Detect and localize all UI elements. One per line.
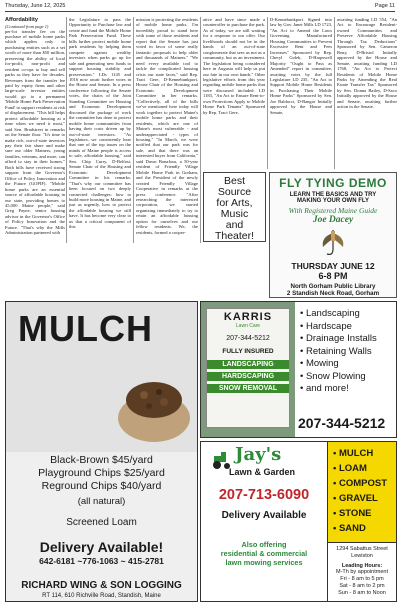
karris-service-item: • Landscaping [300, 308, 360, 319]
column-rule [66, 17, 67, 243]
jays-hours-title: Leading Hours: [341, 562, 383, 569]
mulch-delivery: Delivery Available! [39, 539, 164, 555]
karris-sign-phone: 207-344-5212 [226, 335, 270, 342]
jays-also-2: residential & commercial [220, 549, 308, 558]
karris-phone: 207-344-5212 [298, 415, 386, 431]
fly-venue: North Gorham Public Library [290, 283, 376, 290]
ad-line: Best [223, 175, 245, 187]
karris-logo-name: KARRIS [223, 311, 273, 323]
ad-line: for Arts, [216, 197, 253, 209]
karris-service-item: • Mowing [300, 358, 339, 369]
jays-product-item: • MULCH [333, 448, 374, 459]
truck-photo [201, 302, 295, 437]
mulch-address: RT 114, 610 Richville Road, Standish, Maine [42, 593, 161, 599]
article-subtitle: (Continued from page 1) [5, 23, 49, 29]
karris-logo-sub: Lawn Care [235, 323, 261, 329]
fishing-fly-icon [313, 227, 353, 259]
jays-product-item: • GRAVEL [333, 493, 378, 504]
karris-services-list [300, 308, 377, 396]
fly-address: 2 Standish Neck Road, Gorham [286, 290, 380, 297]
column-rule [267, 17, 268, 169]
karris-sign-snow: SNOW REMOVAL [207, 384, 289, 393]
fly-tying-demo-ad [269, 172, 397, 298]
jays-products-list [333, 446, 396, 536]
mulch-natural-note: (all natural) [77, 496, 126, 507]
jays-product-item: • COMPOST [333, 478, 387, 489]
page-number: Page 11 [374, 3, 395, 9]
article-column-3 [136, 17, 198, 242]
jays-address-city: Lewiston [351, 552, 373, 559]
article-column-5 [270, 17, 332, 169]
mulch-hands-photo [114, 340, 194, 450]
article-column-1 [5, 17, 65, 242]
fly-date: THURSDAY JUNE 12 [291, 261, 375, 271]
ad-line: Theater! [214, 230, 255, 242]
fly-guide-label: With Registered Maine Guide [288, 206, 378, 215]
article-column-6 [337, 17, 397, 169]
karris-service-item: • Snow Plowing [300, 370, 366, 382]
jays-subtitle: Lawn & Garden [229, 467, 296, 477]
column-rule [200, 17, 201, 243]
jays-address-street: 1294 Sabattus Street [336, 546, 388, 552]
article-text-3: mission is protecting the residents of mobile home parks. I'm incredibly proud to stand here with some of those residents and report that the Senate has just voted in favor of some really fantastic proposals to help older and thousands of Mainers." "We need every available tool to tackle the complicated housing crisis our state faces," said Rep. Traci Gere, D-Kennebunkport, House Chair of the Housing and Economic Development Committee in her remarks. "Collectively, all of the bills we've mentioned here today will work together to protect Maine's mobile home parks and their residents, which are one of Maine's most vulnerable - and underappreciated - types of housing." "In March, we were notified that our park was for sale, and that there was an interested buyer from California," said Dawn Bonafous, a 50-year resident of Friendly Village Mobile Home Park in Gorham, and the President of the newly created Friendly Village Cooperative in remarks at the press conference. "After researching the interested corporation, we started organizing immediately to try to retain an affordable housing option for ourselves and our fellow residents. We, the residents, formed a cooper- [136, 17, 198, 235]
column-rule [334, 17, 335, 169]
karris-sign-hardscaping: HARDSCAPING [207, 372, 289, 381]
jays-hours-item: Sun - 8 am to Noon [338, 589, 386, 596]
article-text-6: awaiting funding LD 554, "An Act to Encourage Resident-owned Communities and Preserve Affordable Housing Through Tax Deductions" Sponsored by Sen. Cameron Reny, D-Bristol Initially approved by the House and Senate, awaiting funding LD 1768, "An Act to Protect Residents of Mobile Home Parks by Amending the Real Estate Transfer Tax" Sponsored by Sen. Donna Bailey, D-Saco Initially approved by the House and Senate, awaiting further action in the Senate. [337, 17, 397, 110]
article-text-4: ative and have since made a counteroffer to purchase the park. As of today, we are still waiting for a response to our offer. Our livelihoods should not be in the hands of an out-of-state conglomerate that sees us not as a community, but as an investment. The legislation being considered here in Augusta will help us put our fate in our own hands." Other legislative efforts from this year regarding mobile home parks that were discussed included: LD 1183, "An Act to Ensure Rent-to-own Protections Apply to Mobile Home Park Tenants" Sponsored by Rep. Traci Gere, [203, 17, 265, 115]
karris-service-item: • and more! [300, 383, 349, 394]
arts-music-ad [203, 172, 266, 242]
mulch-photo-area [6, 302, 197, 452]
jays-products-panel [327, 442, 396, 542]
karris-sign-landscaping: LANDSCAPING [207, 360, 289, 369]
mulch-phones: 642-6181 ~776-1063 ~ 415-2781 [39, 556, 164, 566]
issue-date: Thursday, June 12, 2025 [5, 3, 66, 9]
karris-lawn-care-ad [200, 301, 397, 438]
article-text-1: per-lot transfer fee on the purchase of mobile home parks which applies only to purchasing entities such as a set worth of more than $50 million, preserving the ability of local for-profit, non-profit and resident co-ops to buy and sell parks as they have for decades. Revenues from the transfer fee paid by equity firms and other large-scale investor entities would go to a permanent 'Mobile Home Park Preservation Fund' to support residents at risk of displacement. "This bill helps protect affordable housing at a time when we need it most," said Sen. Bradstreet in remarks on the Senate floor. "It's time to make rich, out-of-state investors pay their fair share and make sure our older Mainers, young families, veterans, and more, can afford to stay in their homes." Both bills have received strong support from the Governor's Office of Policy Innovation and the Future (GOPIF). "Mobile home parks are an essential source of affordable housing in our state, providing homes to 45,000 Maine people," said Greg Payne, senior housing advisor in the Governor's Office of Policy Innovation and the Future. "That's why the Mills Administration partnered with [5, 28, 65, 236]
column-rule [133, 17, 134, 243]
jays-name: Jay's [235, 444, 282, 465]
jays-hours-item: Fri - 8 am to 5 pm [340, 576, 384, 583]
article-column-2 [69, 17, 131, 242]
jays-hours-list [328, 569, 396, 596]
jays-product-item: • STONE [333, 508, 372, 519]
mulch-price-playground: Playground Chips $25/yard [38, 467, 165, 479]
article-text-2: the Legislature to pass the Opportunity to Purchase law and create and fund the Mobile Home Park Preservation Fund. These bills further protect mobile home park residents by helping them compete against wealthy investors when parks go up for sale and generating new funds to support housing stability and preservation." LDs 1145 and 1016 now await further votes in the House and Senate. In a press conference following the Senate votes, the chairs of the Joint Standing Committee on Housing and Economic Development discussed the package of work the committee has done to protect mobile home communities from having their costs driven up by out-of-state investors. "As legislators, we consistently hear that one of the top issues on the minds of Maine people is access to safe, affordable housing," said Sen. Chip Curry, D-Belfast, Senate Chair of the Housing and Economic Development Committee in his remarks. "That's why our committee has been focused on two deeply connected challenges: how to build more housing in Maine, and just as urgently, how to protect the affordable housing we still have. It has become very clear to us that a critical component of this [69, 17, 131, 230]
fly-title: FLY TYING DEMO [279, 176, 387, 190]
jays-product-item: • SAND [333, 523, 366, 534]
jays-also-1: Also offering [241, 540, 287, 549]
mulch-price-blackbrown: Black-Brown $45/yard [50, 454, 153, 466]
article-text-5: D-Kennebunkport Signed into law by Gov. Janet Mills LD 1723, "An Act to Amend the Laws Governing Manufactured Housing Communities to Prevent Excessive Rent and Fees Increases" Sponsored by Rep. Cheryl Golek, D-Harpswell Majority "Ought to Pass as Amended" report in committee, awaiting votes by the full Legislature LD 235, "An Act to Support Mobile Home Residents in Purchasing Their Mobile Home Parks" Sponsored by Sen. Joe Baldacci, D-Bangor Initially approved by the House and Senate, [270, 17, 332, 115]
mulch-price-reground: Reground Chips $40/yard [41, 480, 162, 492]
mulch-company: RICHARD WING & SON LOGGING [21, 580, 182, 591]
karris-service-item: • Hardscape [300, 320, 352, 332]
mulch-loam: Screened Loam [66, 517, 137, 528]
jays-product-item: • LOAM [333, 463, 367, 474]
jays-hours-item: Sat - 8 am to 2 pm [339, 582, 385, 589]
jays-also-3: lawn mowing services [225, 558, 303, 567]
karris-sign-insured: FULLY INSURED [222, 348, 274, 355]
ad-line: Music [220, 208, 249, 220]
jays-lawn-garden-ad [200, 441, 397, 602]
fly-subtitle-2: MAKING YOUR OWN FLY [296, 198, 369, 204]
header-rule [5, 11, 395, 12]
fly-guide-name: Joe Dacey [312, 215, 354, 225]
karris-service-item: • Drainage Installs [300, 333, 377, 344]
mulch-title: MULCH [18, 308, 153, 349]
jays-phone: 207-713-6090 [218, 487, 310, 503]
article-title: Affordability [5, 17, 38, 23]
jays-hours-item: M-Th by appointment [336, 569, 388, 576]
ad-line: and [225, 219, 244, 231]
jays-delivery: Delivery Available [221, 510, 307, 521]
karris-service-item: • Retaining Walls [300, 345, 372, 357]
fly-time: 6-8 PM [318, 271, 348, 281]
mulch-ad [5, 301, 198, 602]
fly-subtitle-1: LEARN THE BASICS AND TRY [289, 192, 377, 198]
article-column-4 [203, 17, 265, 169]
ad-line: Source [217, 186, 252, 198]
